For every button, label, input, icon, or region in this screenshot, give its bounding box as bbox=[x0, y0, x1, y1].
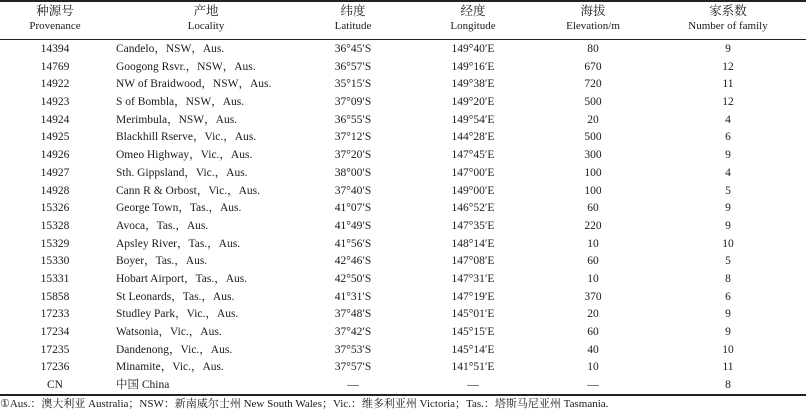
cell-provenance: 14928 bbox=[40, 184, 70, 197]
cell-latitude: 42°50′S bbox=[334, 272, 372, 285]
cell-family: 4 bbox=[725, 113, 731, 126]
cell-latitude: 41°07′S bbox=[334, 202, 372, 215]
cell-longitude: 147°08′E bbox=[451, 255, 495, 268]
cell-locality: Hobart Airport，Tas.，Aus. bbox=[116, 272, 248, 285]
header-latitude bbox=[300, 2, 406, 39]
cell-family: 10 bbox=[722, 237, 734, 250]
table-row bbox=[0, 236, 806, 254]
cell-family: 9 bbox=[725, 219, 731, 232]
cell-provenance: 15858 bbox=[40, 290, 70, 303]
cell-elevation: 60 bbox=[587, 255, 599, 268]
cell-family: 5 bbox=[725, 184, 731, 197]
cell-elevation: 100 bbox=[584, 166, 602, 179]
cell-elevation: 20 bbox=[587, 113, 599, 126]
table-row bbox=[0, 129, 806, 147]
cell-elevation: 60 bbox=[587, 202, 599, 215]
cell-elevation: 720 bbox=[584, 78, 602, 91]
cell-family: 8 bbox=[725, 272, 731, 285]
cell-elevation: 670 bbox=[584, 60, 602, 73]
cell-latitude: 37°48′S bbox=[334, 308, 372, 321]
cell-latitude: 35°15′S bbox=[334, 78, 372, 91]
header-family-zh: 家系数 bbox=[709, 4, 747, 18]
header-longitude-zh: 经度 bbox=[460, 4, 486, 18]
cell-longitude: 145°15′E bbox=[451, 326, 495, 338]
cell-locality: 中国 China bbox=[116, 379, 170, 392]
cell-family: 9 bbox=[725, 308, 731, 321]
cell-elevation: 100 bbox=[584, 184, 602, 197]
header-locality-en: Locality bbox=[187, 20, 225, 32]
cell-longitude: 147°00′E bbox=[451, 166, 495, 179]
cell-longitude: 147°19′E bbox=[451, 290, 495, 303]
table-row bbox=[0, 253, 806, 271]
cell-provenance: 14927 bbox=[40, 166, 70, 179]
header-provenance-zh: 种源号 bbox=[36, 4, 74, 18]
header-locality bbox=[116, 2, 296, 39]
cell-latitude: 41°56′S bbox=[334, 237, 372, 250]
cell-provenance: 15330 bbox=[40, 255, 70, 268]
cell-elevation: 20 bbox=[587, 308, 599, 321]
cell-locality: Avoca，Tas.，Aus. bbox=[116, 219, 209, 232]
table-row bbox=[0, 76, 806, 94]
cell-latitude: 36°45′S bbox=[334, 43, 372, 55]
table-row bbox=[0, 41, 806, 59]
cell-latitude: 37°09′S bbox=[334, 96, 372, 109]
cell-locality: Studley Park，Vic.，Aus. bbox=[116, 308, 239, 321]
cell-longitude: 149°00′E bbox=[451, 184, 495, 197]
cell-elevation: 80 bbox=[587, 43, 599, 55]
cell-locality: Minamite，Vic.，Aus. bbox=[116, 361, 224, 374]
cell-family: 4 bbox=[725, 166, 731, 179]
table-row bbox=[0, 324, 806, 342]
cell-family: 6 bbox=[725, 290, 731, 303]
cell-elevation: 300 bbox=[584, 149, 602, 162]
table-body bbox=[0, 41, 806, 395]
cell-latitude: 37°53′S bbox=[334, 343, 372, 356]
header-longitude bbox=[420, 2, 526, 39]
cell-elevation: — bbox=[587, 379, 599, 392]
cell-longitude: 145°01′E bbox=[451, 308, 495, 321]
cell-locality: Cann R & Orbost，Vic.，Aus. bbox=[116, 184, 261, 197]
cell-locality: Candelo，NSW，Aus. bbox=[116, 43, 225, 55]
cell-latitude: 41°49′S bbox=[334, 219, 372, 232]
table-row bbox=[0, 271, 806, 289]
cell-locality: Sth. Gippsland，Vic.，Aus. bbox=[116, 166, 248, 179]
cell-elevation: 60 bbox=[587, 326, 599, 338]
header-elevation-en: Elevation/m bbox=[566, 20, 620, 32]
cell-provenance: 15329 bbox=[40, 237, 70, 250]
cell-locality: S of Bombla，NSW，Aus. bbox=[116, 96, 245, 109]
table-header-row bbox=[0, 2, 806, 39]
table-row bbox=[0, 183, 806, 201]
header-family-en: Number of family bbox=[688, 20, 768, 32]
cell-longitude: 141°51′E bbox=[451, 361, 495, 374]
table-row bbox=[0, 218, 806, 236]
table-row bbox=[0, 377, 806, 395]
cell-provenance: 17233 bbox=[40, 308, 70, 321]
header-elevation-zh: 海拔 bbox=[580, 4, 606, 18]
cell-locality: NW of Braidwood，NSW，Aus. bbox=[116, 78, 272, 91]
cell-latitude: 36°55′S bbox=[334, 113, 372, 126]
cell-family: 9 bbox=[725, 326, 731, 338]
table-header-rule bbox=[0, 39, 806, 40]
cell-provenance: 14394 bbox=[40, 43, 70, 55]
cell-provenance: 17236 bbox=[40, 361, 70, 374]
cell-locality: Boyer，Tas.，Aus. bbox=[116, 255, 208, 268]
cell-family: 12 bbox=[722, 60, 734, 73]
cell-longitude: 147°35′E bbox=[451, 219, 495, 232]
cell-provenance: 14769 bbox=[40, 60, 70, 73]
cell-elevation: 10 bbox=[587, 272, 599, 285]
table-footnote: ①Aus.：澳大利亚 Australia；NSW：新南威尔士州 New South Wales；Vic.：维多利亚州 Victoria；Tas.：塔斯马尼亚州 Tasmania. bbox=[0, 398, 609, 410]
cell-longitude: 149°20′E bbox=[451, 96, 495, 109]
cell-locality: Blackhill Rserve，Vic.，Aus. bbox=[116, 131, 257, 144]
cell-longitude: 149°40′E bbox=[451, 43, 495, 55]
cell-latitude: 37°20′S bbox=[334, 149, 372, 162]
table-row bbox=[0, 342, 806, 360]
cell-latitude: — bbox=[347, 379, 359, 392]
cell-provenance: 17234 bbox=[40, 326, 70, 338]
header-provenance-en: Provenance bbox=[29, 20, 81, 32]
cell-longitude: 147°31′E bbox=[451, 272, 495, 285]
table-row bbox=[0, 94, 806, 112]
cell-elevation: 10 bbox=[587, 237, 599, 250]
cell-longitude: 149°16′E bbox=[451, 60, 495, 73]
cell-elevation: 500 bbox=[584, 96, 602, 109]
cell-family: 10 bbox=[722, 343, 734, 356]
cell-locality: Googong Rsvr.，NSW，Aus. bbox=[116, 60, 256, 73]
cell-provenance: 14924 bbox=[40, 113, 70, 126]
cell-latitude: 42°46′S bbox=[334, 255, 372, 268]
table-row bbox=[0, 147, 806, 165]
cell-provenance: 14923 bbox=[40, 96, 70, 109]
cell-family: 11 bbox=[722, 78, 734, 91]
cell-elevation: 500 bbox=[584, 131, 602, 144]
cell-latitude: 41°31′S bbox=[334, 290, 372, 303]
header-family bbox=[660, 2, 796, 39]
cell-elevation: 220 bbox=[584, 219, 602, 232]
cell-family: 9 bbox=[725, 202, 731, 215]
header-elevation bbox=[540, 2, 646, 39]
header-latitude-en: Latitude bbox=[334, 20, 372, 32]
table-row bbox=[0, 112, 806, 130]
table-row bbox=[0, 200, 806, 218]
cell-locality: Watsonia，Vic.，Aus. bbox=[116, 326, 222, 338]
table-row bbox=[0, 306, 806, 324]
cell-provenance: 15326 bbox=[40, 202, 70, 215]
cell-family: 9 bbox=[725, 149, 731, 162]
cell-provenance: 14926 bbox=[40, 149, 70, 162]
cell-longitude: — bbox=[467, 379, 479, 392]
cell-latitude: 37°40′S bbox=[334, 184, 372, 197]
cell-provenance: 14922 bbox=[40, 78, 70, 91]
table-row bbox=[0, 59, 806, 77]
cell-latitude: 37°12′S bbox=[334, 131, 372, 144]
cell-locality: St Leonards，Tas.，Aus. bbox=[116, 290, 235, 303]
header-provenance bbox=[0, 2, 110, 39]
cell-provenance: 15331 bbox=[40, 272, 70, 285]
cell-locality: Merimbula，NSW，Aus. bbox=[116, 113, 238, 126]
cell-latitude: 37°42′S bbox=[334, 326, 372, 338]
header-locality-zh: 产地 bbox=[193, 4, 219, 18]
table-row bbox=[0, 289, 806, 307]
cell-family: 6 bbox=[725, 131, 731, 144]
cell-longitude: 149°54′E bbox=[451, 113, 495, 126]
header-longitude-en: Longitude bbox=[450, 20, 496, 32]
cell-family: 8 bbox=[725, 379, 731, 392]
header-latitude-zh: 纬度 bbox=[340, 4, 366, 18]
cell-locality: Omeo Highway，Vic.，Aus. bbox=[116, 149, 253, 162]
cell-latitude: 36°57′S bbox=[334, 60, 372, 73]
cell-locality: Dandenong，Vic.，Aus. bbox=[116, 343, 233, 356]
cell-family: 11 bbox=[722, 361, 734, 374]
cell-provenance: 17235 bbox=[40, 343, 70, 356]
cell-family: 9 bbox=[725, 43, 731, 55]
cell-elevation: 10 bbox=[587, 361, 599, 374]
cell-longitude: 144°28′E bbox=[451, 131, 495, 144]
cell-elevation: 370 bbox=[584, 290, 602, 303]
cell-provenance: 14925 bbox=[40, 131, 70, 144]
cell-latitude: 37°57′S bbox=[334, 361, 372, 374]
cell-family: 5 bbox=[725, 255, 731, 268]
cell-locality: Apsley River，Tas.，Aus. bbox=[116, 237, 241, 250]
cell-family: 12 bbox=[722, 96, 734, 109]
cell-longitude: 148°14′E bbox=[451, 237, 495, 250]
cell-longitude: 146°52′E bbox=[451, 202, 495, 215]
cell-longitude: 145°14′E bbox=[451, 343, 495, 356]
table-row bbox=[0, 359, 806, 377]
cell-elevation: 40 bbox=[587, 343, 599, 356]
cell-provenance: CN bbox=[47, 379, 63, 392]
cell-longitude: 147°45′E bbox=[451, 149, 495, 162]
cell-provenance: 15328 bbox=[40, 219, 70, 232]
table-row bbox=[0, 165, 806, 183]
cell-locality: George Town，Tas.，Aus. bbox=[116, 202, 242, 215]
cell-latitude: 38°00′S bbox=[334, 166, 372, 179]
cell-longitude: 149°38′E bbox=[451, 78, 495, 91]
table-bottom-rule bbox=[0, 394, 806, 396]
